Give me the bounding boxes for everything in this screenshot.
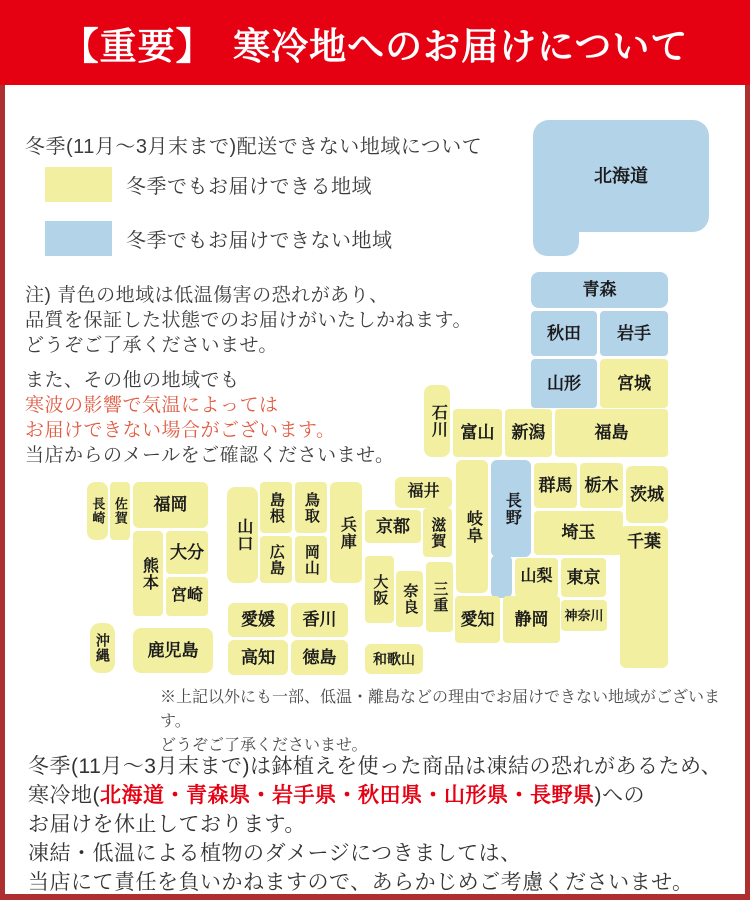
note-line: 寒波の影響で気温によっては	[25, 395, 279, 416]
prefecture-ehime: 愛媛	[228, 603, 288, 637]
header-banner	[0, 0, 750, 85]
footer-line: 冬季(11月〜3月末まで)は鉢植えを使った商品は凍結の恐れがあるため、	[28, 755, 723, 778]
prefecture-okayama: 岡山	[295, 536, 327, 583]
note-line: また、その他の地域でも	[25, 370, 240, 391]
prefecture-yamanashi: 山梨	[515, 558, 558, 597]
note-line: 品質を保証した状態でのお届けがいたしかねます。	[25, 310, 472, 331]
prefecture-aomori: 青森	[531, 272, 668, 308]
prefecture-oita: 大分	[166, 531, 208, 574]
prefecture-kumamoto: 熊本	[133, 531, 163, 616]
prefecture-fukuoka: 福岡	[133, 482, 208, 528]
prefecture-nagasaki: 長崎	[87, 482, 108, 540]
prefecture-niigata: 新潟	[505, 409, 552, 457]
prefecture-ishikawa: 石川	[424, 385, 450, 457]
legend-label: 冬季でもお届けできる地域	[126, 176, 372, 198]
page-title: 【重要】 寒冷地へのお届けについて	[61, 25, 689, 67]
note-line: 注) 青色の地域は低温傷害の恐れがあり、	[25, 285, 389, 306]
prefecture-saga: 佐賀	[110, 482, 130, 540]
prefecture-kanagawa: 神奈川	[561, 600, 607, 631]
prefecture-gunma: 群馬	[534, 463, 577, 508]
page-border-right	[745, 85, 750, 900]
prefecture-kagoshima: 鹿児島	[133, 628, 213, 673]
prefecture-akita: 秋田	[531, 311, 597, 356]
prefecture-kochi: 高知	[228, 640, 288, 675]
prefecture-chiba: 千葉	[620, 526, 668, 668]
prefecture-nagano-tail	[491, 555, 512, 598]
prefecture-mie: 三重	[426, 562, 453, 632]
footnote	[160, 686, 750, 758]
footnote-line: どうぞご了承くださいませ。	[160, 737, 368, 754]
prefecture-okinawa: 沖縄	[90, 623, 115, 673]
legend-item-not-deliverable	[45, 221, 393, 256]
cold-region-list: 北海道・青森県・岩手県・秋田県・山形県・長野県	[100, 784, 595, 807]
footer-line: 当店にて責任を負いかねますので、あらかじめご考慮くださいませ。	[28, 871, 694, 894]
prefecture-shiga: 滋賀	[423, 508, 452, 557]
prefecture-tokyo: 東京	[561, 558, 606, 597]
legend-swatch-not-deliverable	[45, 221, 112, 256]
prefecture-wakayama: 和歌山	[365, 644, 423, 674]
prefecture-kyoto: 京都	[365, 510, 421, 543]
prefecture-hokkaido: 北海道	[533, 120, 709, 232]
prefecture-tokushima: 徳島	[291, 640, 348, 675]
prefecture-hokkaido-foot	[533, 192, 579, 256]
note-line: お届けできない場合がございます。	[25, 420, 336, 441]
prefecture-hyogo: 兵庫	[330, 482, 362, 583]
footer-text: 寒冷地(	[28, 784, 100, 807]
footer-text: )への	[594, 784, 645, 807]
prefecture-iwate: 岩手	[600, 311, 668, 356]
footer-line: お届けを休止しております。	[28, 813, 306, 836]
footer-line	[28, 781, 722, 810]
prefecture-nara: 奈良	[396, 571, 423, 627]
prefecture-miyazaki: 宮崎	[166, 577, 208, 616]
footnote-line: ※上記以外にも一部、低温・離島などの理由でお届けできない地域がございます。	[160, 689, 721, 730]
intro-text: 冬季(11月〜3月末まで)配送できない地域について	[25, 136, 483, 158]
prefecture-ibaraki: 茨城	[626, 466, 668, 523]
note-line: 当店からのメールをご確認くださいませ。	[25, 445, 395, 466]
prefecture-saitama: 埼玉	[534, 511, 623, 555]
legend-label: 冬季でもお届けできない地域	[126, 230, 393, 252]
prefecture-yamagata: 山形	[531, 359, 597, 408]
note-line: どうぞご了承くださいませ。	[25, 335, 278, 356]
prefecture-osaka: 大阪	[365, 556, 394, 623]
prefecture-tottori: 鳥取	[295, 482, 327, 533]
prefecture-gifu: 岐阜	[456, 460, 488, 593]
prefecture-fukui: 福井	[395, 477, 452, 508]
prefecture-miyagi: 宮城	[600, 359, 668, 408]
note-text	[25, 283, 472, 468]
prefecture-yamaguchi: 山口	[227, 487, 258, 583]
legend-swatch-deliverable	[45, 167, 112, 202]
prefecture-shimane: 島根	[260, 482, 292, 533]
footer-line: 凍結・低温による植物のダメージにつきましては、	[28, 842, 522, 865]
legend	[45, 167, 393, 275]
prefecture-hiroshima: 広島	[260, 536, 292, 583]
prefecture-tochigi: 栃木	[580, 463, 623, 508]
prefecture-nagano: 長野	[491, 460, 531, 557]
legend-item-deliverable	[45, 167, 393, 202]
footer-notice	[28, 752, 722, 897]
prefecture-aichi: 愛知	[455, 596, 500, 643]
prefecture-shizuoka: 静岡	[503, 596, 560, 643]
prefecture-fukushima: 福島	[555, 409, 668, 457]
prefecture-toyama: 富山	[453, 409, 502, 457]
page-border-left	[0, 85, 5, 900]
prefecture-kagawa: 香川	[291, 603, 348, 637]
